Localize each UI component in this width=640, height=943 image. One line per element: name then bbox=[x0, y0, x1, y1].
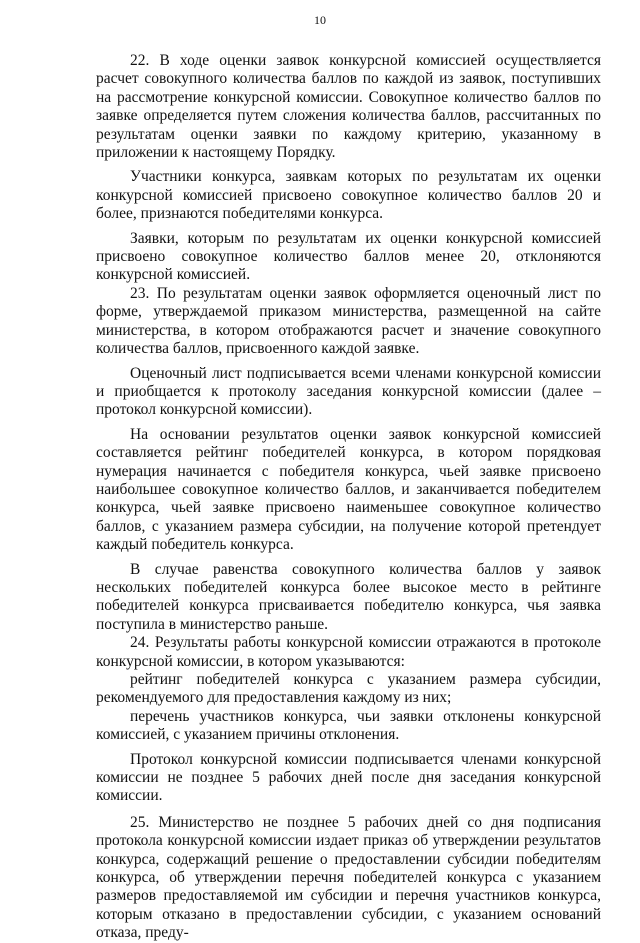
paragraph-rating: На основании результатов оценки заявок конкурсной комиссией составляется рейтинг победителей конкурса, в котором порядковая нумерация начинается с победителя конкурса, чьей заявке присвоено наибольшее совокупное количество баллов, и заканчивается победителем конкурса, чьей заявке присвоено наименьшее совокупное количество баллов, с указанием размера субсидии, на получение которой претендует каждый победитель конкурса. bbox=[96, 425, 601, 554]
paragraph-25: 25. Министерство не позднее 5 рабочих дней со дня подписания протокола конкурсной комиссии издает приказ об утверждении результатов конкурса, содержащий решение о предоставлении субсидии победителям конкурса, об утверждении перечня победителей конкурса с указанием размеров предоставляемой им субсидии и перечня участников конкурса, которым отказано в предоставлении субсидии, с указанием оснований отказа, преду- bbox=[96, 813, 601, 942]
paragraph-rejected: Заявки, которым по результатам их оценки конкурсной комиссией присвоено совокупное количество баллов менее 20, отклоняются конкурсной комиссией. bbox=[96, 229, 601, 284]
document-body bbox=[96, 52, 601, 943]
paragraph-protocol-signing: Протокол конкурсной комиссии подписывается членами конкурсной комиссии не позднее 5 рабочих дней после дня заседания конкурсной комиссии. bbox=[96, 750, 601, 805]
page-number: 10 bbox=[314, 13, 326, 27]
paragraph-24: 24. Результаты работы конкурсной комиссии отражаются в протоколе конкурсной комиссии, в котором указываются: bbox=[96, 634, 601, 670]
paragraph-22: 22. В ходе оценки заявок конкурсной комиссией осуществляется расчет совокупного количества баллов по каждой из заявок, поступивших на рассмотрение конкурсной комиссии. Совокупное количество баллов по заявке определяется путем сложения количества баллов, рассчитанных по результатам оценки заявки по каждому критерию, указанному в приложении к настоящему Порядку. bbox=[96, 52, 601, 162]
paragraph-rating-item: рейтинг победителей конкурса с указанием размера субсидии, рекомендуемого для предоставления каждому из них; bbox=[96, 671, 601, 707]
paragraph-winners: Участники конкурса, заявкам которых по результатам их оценки конкурсной комиссией присвоено совокупное количество баллов 20 и более, признаются победителями конкурса. bbox=[96, 168, 601, 223]
paragraph-equal-scores: В случае равенства совокупного количества баллов у заявок нескольких победителей конкурса более высокое место в рейтинге победителей конкурса присваивается победителю конкурса, чья заявка поступила в министерство раньше. bbox=[96, 560, 601, 633]
paragraph-rejected-list-item: перечень участников конкурса, чьи заявки отклонены конкурсной комиссией, с указанием причины отклонения. bbox=[96, 707, 601, 744]
paragraph-evaluation-sheet: Оценочный лист подписывается всеми членами конкурсной комиссии и приобщается к протоколу заседания конкурсной комиссии (далее – протокол конкурсной комиссии). bbox=[96, 364, 601, 419]
paragraph-23: 23. По результатам оценки заявок оформляется оценочный лист по форме, утверждаемой приказом министерства, размещенной на сайте министерства, в котором отображаются расчет и значение совокупного количества баллов, присвоенного каждой заявке. bbox=[96, 284, 601, 358]
